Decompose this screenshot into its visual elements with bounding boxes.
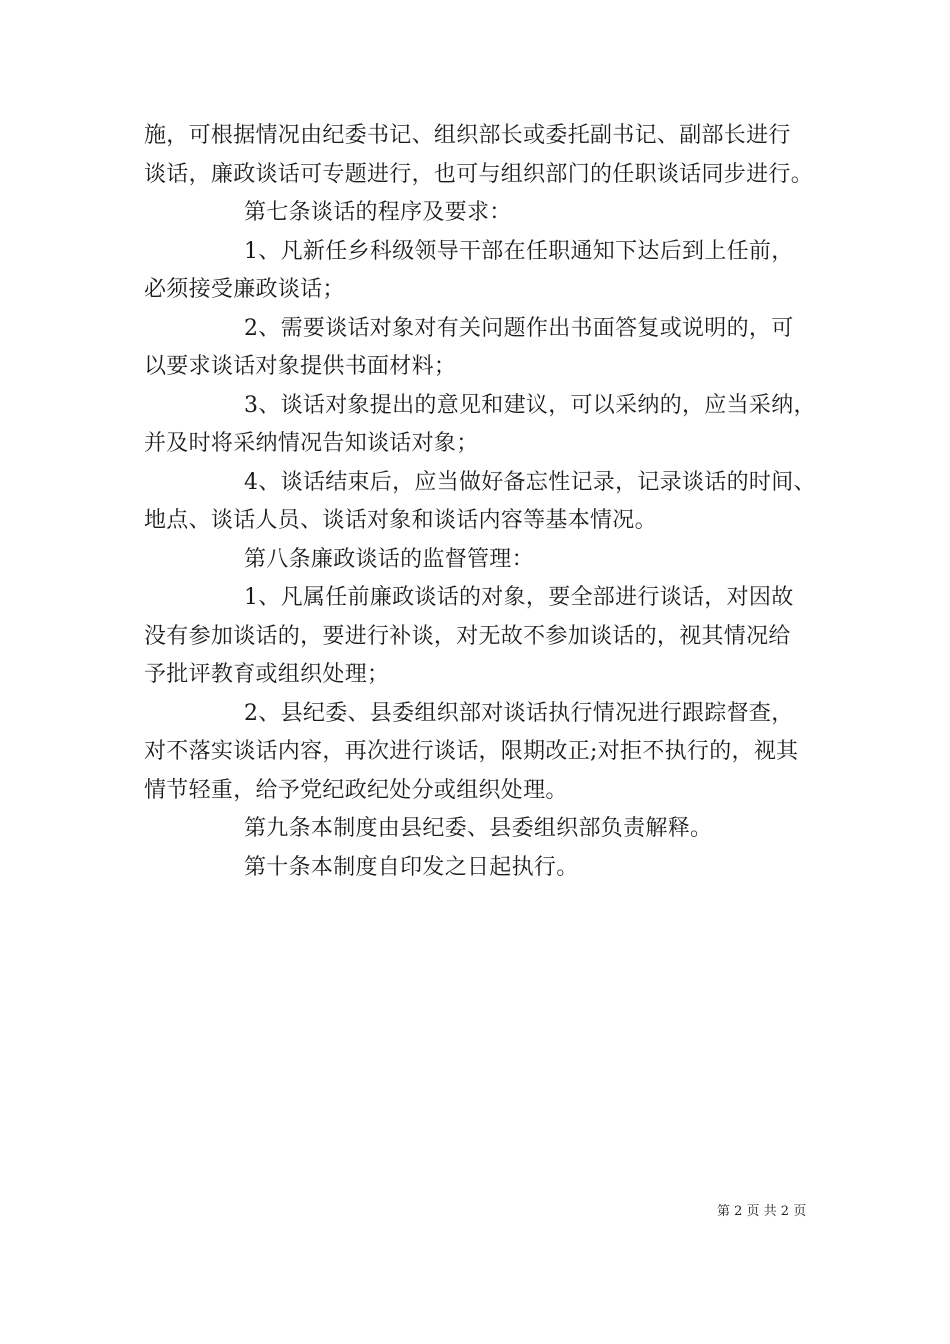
- page-number-footer: 第 2 页 共 2 页: [717, 1204, 807, 1219]
- paragraph-line: 以要求谈话对象提供书面材料；: [144, 354, 457, 379]
- paragraph-line: 地点、谈话人员、谈话对象和谈话内容等基本情况。: [144, 508, 657, 533]
- paragraph-line: 2、需要谈话对象对有关问题作出书面答复或说明的，可: [244, 315, 794, 341]
- paragraph-line: 并及时将采纳情况告知谈话对象；: [144, 431, 479, 456]
- paragraph-line: 情节轻重，给予党纪政纪处分或组织处理。: [144, 777, 568, 803]
- paragraph-line: 4、谈话结束后，应当做好备忘性记录，记录谈话的时间、: [244, 469, 816, 495]
- paragraph-line: 没有参加谈话的，要进行补谈，对无故不参加谈话的，视其情况给: [144, 623, 791, 649]
- document-body: [144, 117, 834, 887]
- article-heading: 第九条本制度由县纪委、县委组织部负责解释。: [244, 816, 713, 841]
- paragraph-line: 3、谈话对象提出的意见和建议，可以采纳的，应当采纳，: [244, 392, 816, 418]
- paragraph-line: 1、凡属任前廉政谈话的对象，要全部进行谈话，对因故: [244, 585, 794, 610]
- paragraph-line: 谈话，廉政谈话可专题进行，也可与组织部门的任职谈话同步进行。: [144, 161, 814, 187]
- article-heading: 第十条本制度自印发之日起执行。: [244, 854, 579, 880]
- paragraph-line: 1、凡新任乡科级领导干部在任职通知下达后到上任前，: [244, 238, 794, 264]
- paragraph-line: 2、县纪委、县委组织部对谈话执行情况进行跟踪督查，: [244, 700, 794, 726]
- article-heading: 第八条廉政谈话的监督管理：: [244, 546, 534, 572]
- paragraph-line: 施，可根据情况由纪委书记、组织部长或委托副书记、副部长进行: [144, 123, 791, 148]
- paragraph-line: 对不落实谈话内容，再次进行谈话，限期改正;对拒不执行的，视其: [144, 739, 799, 764]
- paragraph-line: 予批评教育或组织处理；: [144, 662, 390, 687]
- paragraph-line: 必须接受廉政谈话；: [144, 277, 345, 302]
- article-heading: 第七条谈话的程序及要求：: [244, 200, 512, 225]
